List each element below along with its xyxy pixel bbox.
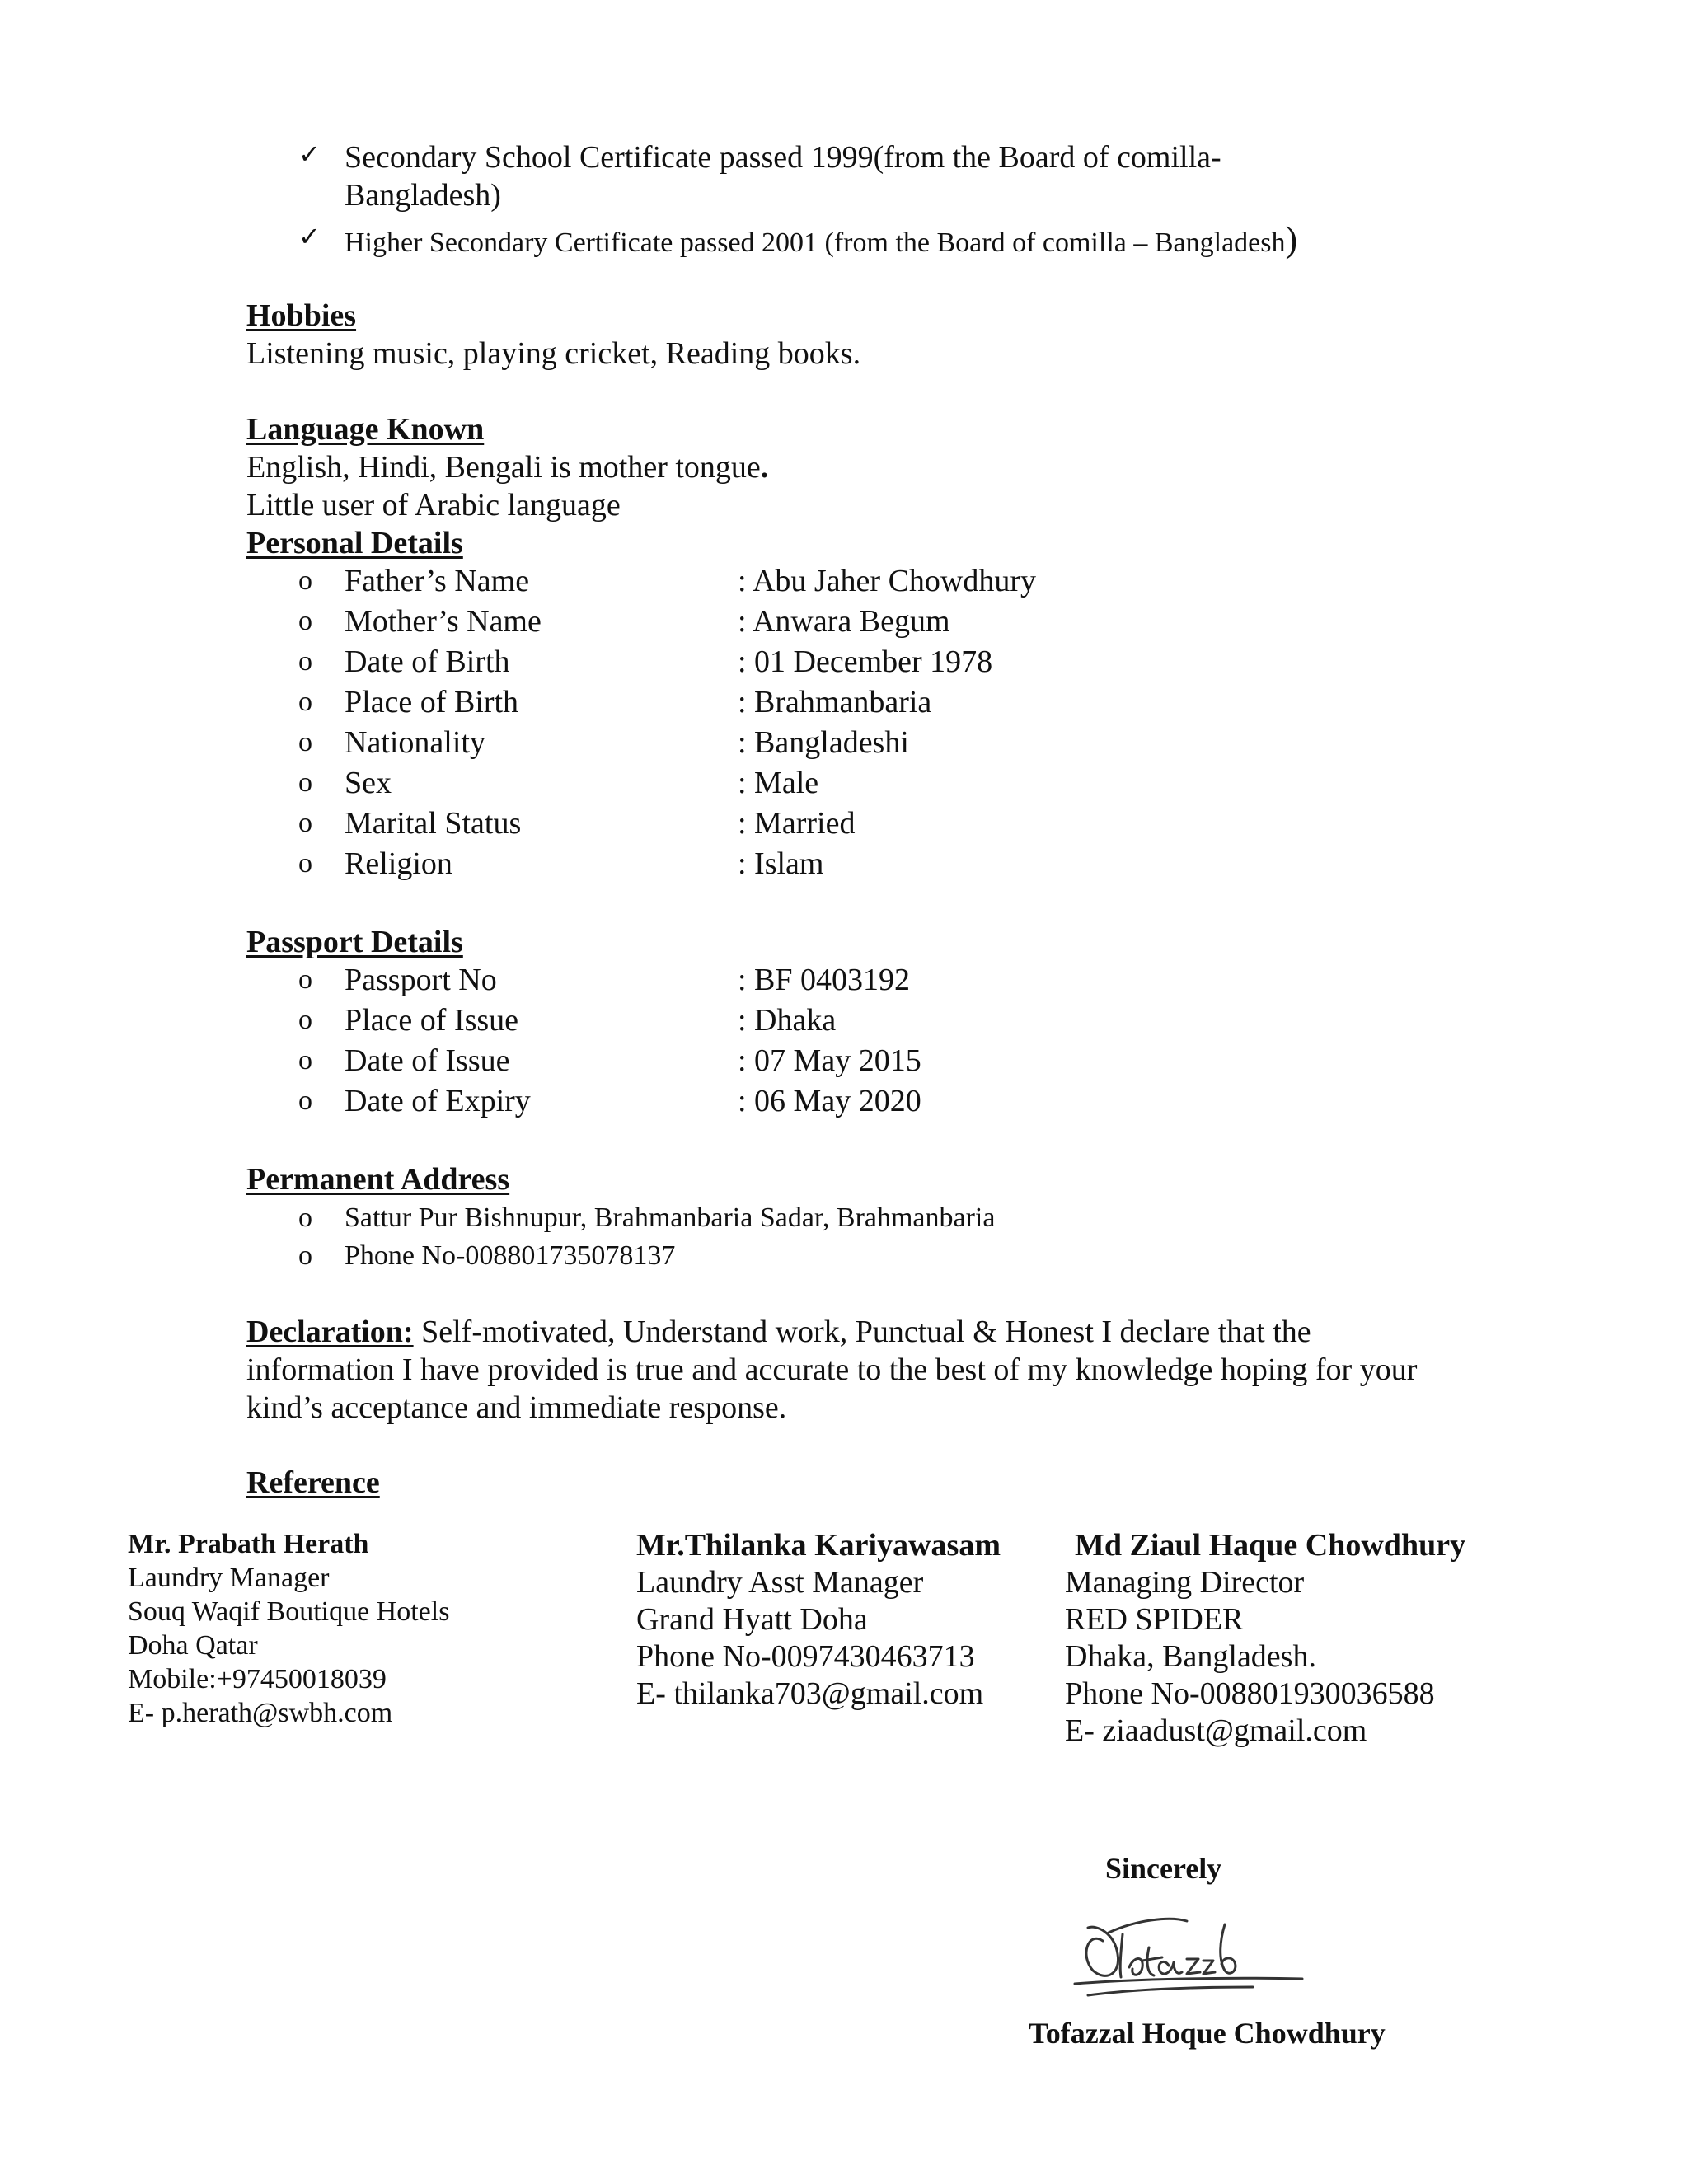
- personal-details-heading: Personal Details: [246, 526, 463, 560]
- reference-title: Managing Director: [1065, 1565, 1305, 1600]
- language-line-1-period: .: [760, 450, 769, 485]
- bullet-icon: o: [298, 646, 312, 677]
- field-value: : BF 0403192: [738, 963, 911, 997]
- list-item: [0, 1042, 1688, 1081]
- field-label: Nationality: [345, 725, 485, 760]
- field-value: : Abu Jaher Chowdhury: [738, 564, 1037, 598]
- education-item-2-close-paren: ): [1285, 219, 1298, 260]
- field-value: : 01 December 1978: [738, 644, 993, 679]
- bullet-icon: o: [298, 606, 312, 636]
- bullet-icon: o: [298, 687, 312, 717]
- reference-location: Doha Qatar: [128, 1630, 258, 1661]
- field-value: : 07 May 2015: [738, 1043, 921, 1078]
- list-item: [0, 1238, 1688, 1277]
- field-value: : Bangladeshi: [738, 725, 909, 760]
- field-label: Father’s Name: [345, 564, 530, 598]
- signature-image: [1063, 1891, 1343, 2007]
- list-item: [0, 764, 1688, 804]
- bullet-icon: o: [298, 848, 312, 879]
- education-item-2-text: Higher Secondary Certificate passed 2001 (from the Board of comilla – Bangladesh: [345, 227, 1286, 258]
- list-item: [0, 961, 1688, 1001]
- list-item: [0, 562, 1688, 602]
- list-item: [0, 845, 1688, 884]
- reference-name: Mr. Prabath Herath: [128, 1529, 369, 1559]
- list-item: [0, 643, 1688, 682]
- bullet-icon: o: [298, 565, 312, 596]
- field-value: : Brahmanbaria: [738, 685, 932, 719]
- bullet-icon: o: [298, 1202, 312, 1233]
- field-value: : Dhaka: [738, 1003, 837, 1038]
- reference-phone: Phone No-0097430463713: [636, 1639, 975, 1674]
- reference-card-1: [128, 1527, 449, 1730]
- field-value: : 06 May 2020: [738, 1084, 921, 1118]
- education-item-1-line-2: Bangladesh): [345, 178, 501, 213]
- declaration-label: Declaration:: [246, 1315, 414, 1349]
- list-item: [0, 683, 1688, 723]
- reference-company: Souq Waqif Boutique Hotels: [128, 1596, 450, 1627]
- address-heading: Permanent Address: [246, 1162, 510, 1197]
- language-heading: Language Known: [246, 412, 485, 447]
- reference-company: Grand Hyatt Doha: [636, 1602, 868, 1637]
- field-value: : Islam: [738, 846, 824, 881]
- field-label: Date of Expiry: [345, 1084, 531, 1118]
- reference-title: Laundry Asst Manager: [636, 1565, 924, 1600]
- hobbies-heading: Hobbies: [246, 298, 357, 333]
- sincerely-text: Sincerely: [1105, 1852, 1222, 1885]
- list-item: [0, 1001, 1688, 1041]
- field-label: Mother’s Name: [345, 604, 542, 639]
- field-value: : Male: [738, 766, 819, 800]
- list-item: [0, 1200, 1688, 1240]
- reference-email: E- thilanka703@gmail.com: [636, 1676, 984, 1711]
- bullet-icon: o: [298, 1240, 312, 1271]
- education-item-2: [345, 221, 1297, 262]
- reference-title: Laundry Manager: [128, 1563, 330, 1593]
- reference-name: Md Ziaul Haque Chowdhury: [1075, 1528, 1466, 1563]
- passport-details-heading: Passport Details: [246, 925, 463, 959]
- reference-heading: Reference: [246, 1465, 380, 1500]
- language-line-1: [246, 448, 768, 486]
- declaration-text: Self-motivated, Understand work, Punctual & Honest I declare that the: [413, 1315, 1311, 1349]
- declaration-line-3: kind’s acceptance and immediate response.: [246, 1390, 787, 1425]
- bullet-icon: o: [298, 1005, 312, 1035]
- education-item-1-line-1: Secondary School Certificate passed 1999(from the Board of comilla-: [345, 140, 1221, 175]
- field-label: Place of Birth: [345, 685, 519, 719]
- reference-phone: Phone No-008801930036588: [1065, 1676, 1435, 1711]
- address-phone: Phone No-008801735078137: [345, 1240, 676, 1271]
- language-line-2: Little user of Arabic language: [246, 488, 621, 523]
- reference-card-2: [636, 1527, 1001, 1713]
- reference-phone: Mobile:+97450018039: [128, 1664, 387, 1694]
- reference-email: E- p.herath@swbh.com: [128, 1698, 393, 1728]
- list-item: [0, 724, 1688, 763]
- address-line: Sattur Pur Bishnupur, Brahmanbaria Sadar, Brahmanbaria: [345, 1202, 996, 1233]
- field-label: Passport No: [345, 963, 497, 997]
- bullet-icon: o: [298, 727, 312, 757]
- language-line-1-text: English, Hindi, Bengali is mother tongue: [246, 450, 761, 485]
- bullet-icon: o: [298, 964, 312, 995]
- declaration-line-1: [246, 1313, 1311, 1351]
- list-item: [0, 602, 1688, 642]
- reference-email: E- ziaadust@gmail.com: [1065, 1713, 1367, 1748]
- signatory-name: Tofazzal Hoque Chowdhury: [1029, 2017, 1386, 2050]
- list-item: [0, 804, 1688, 844]
- checkmark-icon: ✓: [298, 138, 321, 170]
- reference-card-3: [1065, 1527, 1465, 1750]
- declaration-line-2: information I have provided is true and accurate to the best of my knowledge hoping for your: [246, 1352, 1418, 1387]
- reference-location: Dhaka, Bangladesh.: [1065, 1639, 1316, 1674]
- list-item: [0, 1082, 1688, 1122]
- bullet-icon: o: [298, 1045, 312, 1076]
- field-label: Marital Status: [345, 806, 522, 841]
- bullet-icon: o: [298, 1085, 312, 1116]
- bullet-icon: o: [298, 767, 312, 798]
- reference-company: RED SPIDER: [1065, 1602, 1244, 1637]
- field-value: : Married: [738, 806, 856, 841]
- field-label: Religion: [345, 846, 452, 881]
- checkmark-icon: ✓: [298, 221, 321, 252]
- field-label: Date of Issue: [345, 1043, 510, 1078]
- hobbies-text: Listening music, playing cricket, Reading books.: [246, 336, 861, 371]
- reference-name: Mr.Thilanka Kariyawasam: [636, 1528, 1001, 1563]
- bullet-icon: o: [298, 808, 312, 838]
- field-label: Sex: [345, 766, 392, 800]
- field-value: : Anwara Begum: [738, 604, 950, 639]
- field-label: Place of Issue: [345, 1003, 519, 1038]
- field-label: Date of Birth: [345, 644, 510, 679]
